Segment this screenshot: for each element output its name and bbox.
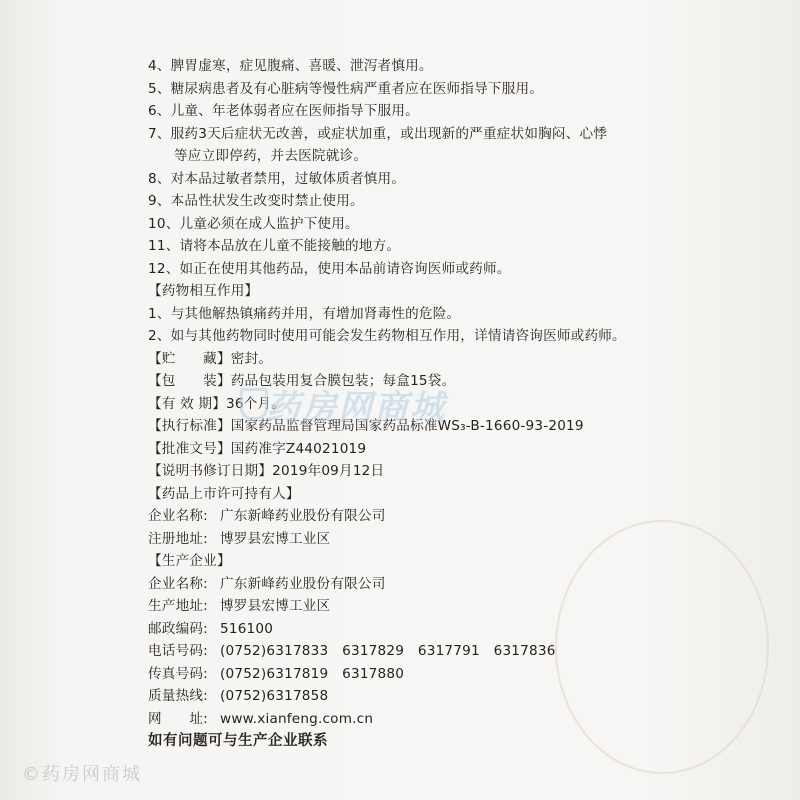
- holder-addr: 博罗县宏博工业区: [220, 530, 331, 547]
- producer-addr: 博罗县宏博工业区: [220, 598, 331, 614]
- caution-10: 10、儿童必须在成人监护下使用。: [148, 215, 359, 232]
- holder-addr-label: 注册地址:: [148, 530, 208, 547]
- caution-11: 11、请将本品放在儿童不能接触的地方。: [148, 238, 401, 254]
- fax-numbers: (0752)6317819 6317880: [220, 665, 405, 682]
- interaction-2: 2、如与其他药物同时使用可能会发生药物相互作用，详情请咨询医师或药师。: [148, 328, 626, 344]
- contact-note: 如有问题可与生产企业联系: [148, 733, 328, 749]
- caution-6: 6、儿童、年老体弱者应在医师指导下服用。: [148, 103, 419, 119]
- zip-label: 邮政编码:: [148, 620, 208, 637]
- producer-heading: 【生产企业】: [148, 553, 231, 569]
- holder-name: 广东新峰药业股份有限公司: [220, 508, 386, 524]
- producer-name-label: 企业名称:: [148, 575, 208, 592]
- interactions-heading: 【药物相互作用】: [148, 283, 259, 299]
- website-label: 网 址:: [148, 710, 208, 727]
- hotline-number: (0752)6317858: [220, 688, 329, 704]
- caution-12: 12、如正在使用其他药品，使用本品前请咨询医师或药师。: [148, 260, 511, 277]
- packaging: 【包 装】药品包装用复合膜包装；每盒15袋。: [148, 373, 456, 389]
- watermark-logo-icon: [240, 388, 268, 420]
- standard: 【执行标准】国家药品监督管理局国家药品标准WS₃-B-1660-93-2019: [148, 418, 584, 434]
- revision-date: 【说明书修订日期】2019年09月12日: [148, 463, 385, 479]
- zip-code: 516100: [220, 620, 274, 637]
- storage: 【贮 藏】密封。: [148, 350, 273, 367]
- tel-row: [148, 640, 788, 663]
- holder-name-label: 企业名称:: [148, 508, 208, 524]
- caution-7-cont: 等应立即停药，并去医院就诊。: [174, 148, 368, 164]
- interaction-1: 1、与其他解热镇痛药并用，有增加肾毒性的危险。: [148, 305, 461, 322]
- watermark-text: 药房网商城: [266, 388, 446, 428]
- caution-8: 8、对本品过敏者禁用，过敏体质者慎用。: [148, 170, 406, 187]
- fax-row: [148, 663, 788, 686]
- producer-name: 广东新峰药业股份有限公司: [220, 575, 386, 592]
- caution-7: 7、服药3天后症状无改善，或症状加重，或出现新的严重症状如胸闷、心悸: [148, 125, 608, 142]
- zip-row: [148, 618, 788, 641]
- holder-heading: 【药品上市许可持有人】: [148, 485, 300, 502]
- hotline-row: [148, 685, 788, 708]
- tel-label: 电话号码:: [148, 643, 208, 659]
- producer-addr-label: 生产地址:: [148, 598, 208, 614]
- website-row: [148, 708, 788, 731]
- caution-9: 9、本品性状发生改变时禁止使用。: [148, 193, 364, 209]
- producer-name-row: [148, 573, 788, 596]
- caution-5: 5、糖尿病患者及有心脏病等慢性病严重者应在医师指导下服用。: [148, 80, 544, 97]
- hotline-label: 质量热线:: [148, 688, 208, 704]
- watermark-bottom-text: ©药房网商城: [22, 764, 142, 785]
- holder-name-row: [148, 505, 788, 528]
- approval-number: 【批准文号】国药准字Z44021019: [148, 440, 367, 457]
- producer-addr-row: [148, 595, 788, 618]
- website-url: www.xianfeng.com.cn: [220, 710, 374, 727]
- tel-numbers: (0752)6317833 6317829 6317791 6317836: [220, 643, 556, 659]
- caution-4: 4、脾胃虚寒，症见腹痛、喜暖、泄泻者慎用。: [148, 58, 433, 74]
- fax-label: 传真号码:: [148, 665, 208, 682]
- holder-addr-row: [148, 528, 788, 551]
- shelf-life: 【有 效 期】36个月。: [148, 395, 286, 412]
